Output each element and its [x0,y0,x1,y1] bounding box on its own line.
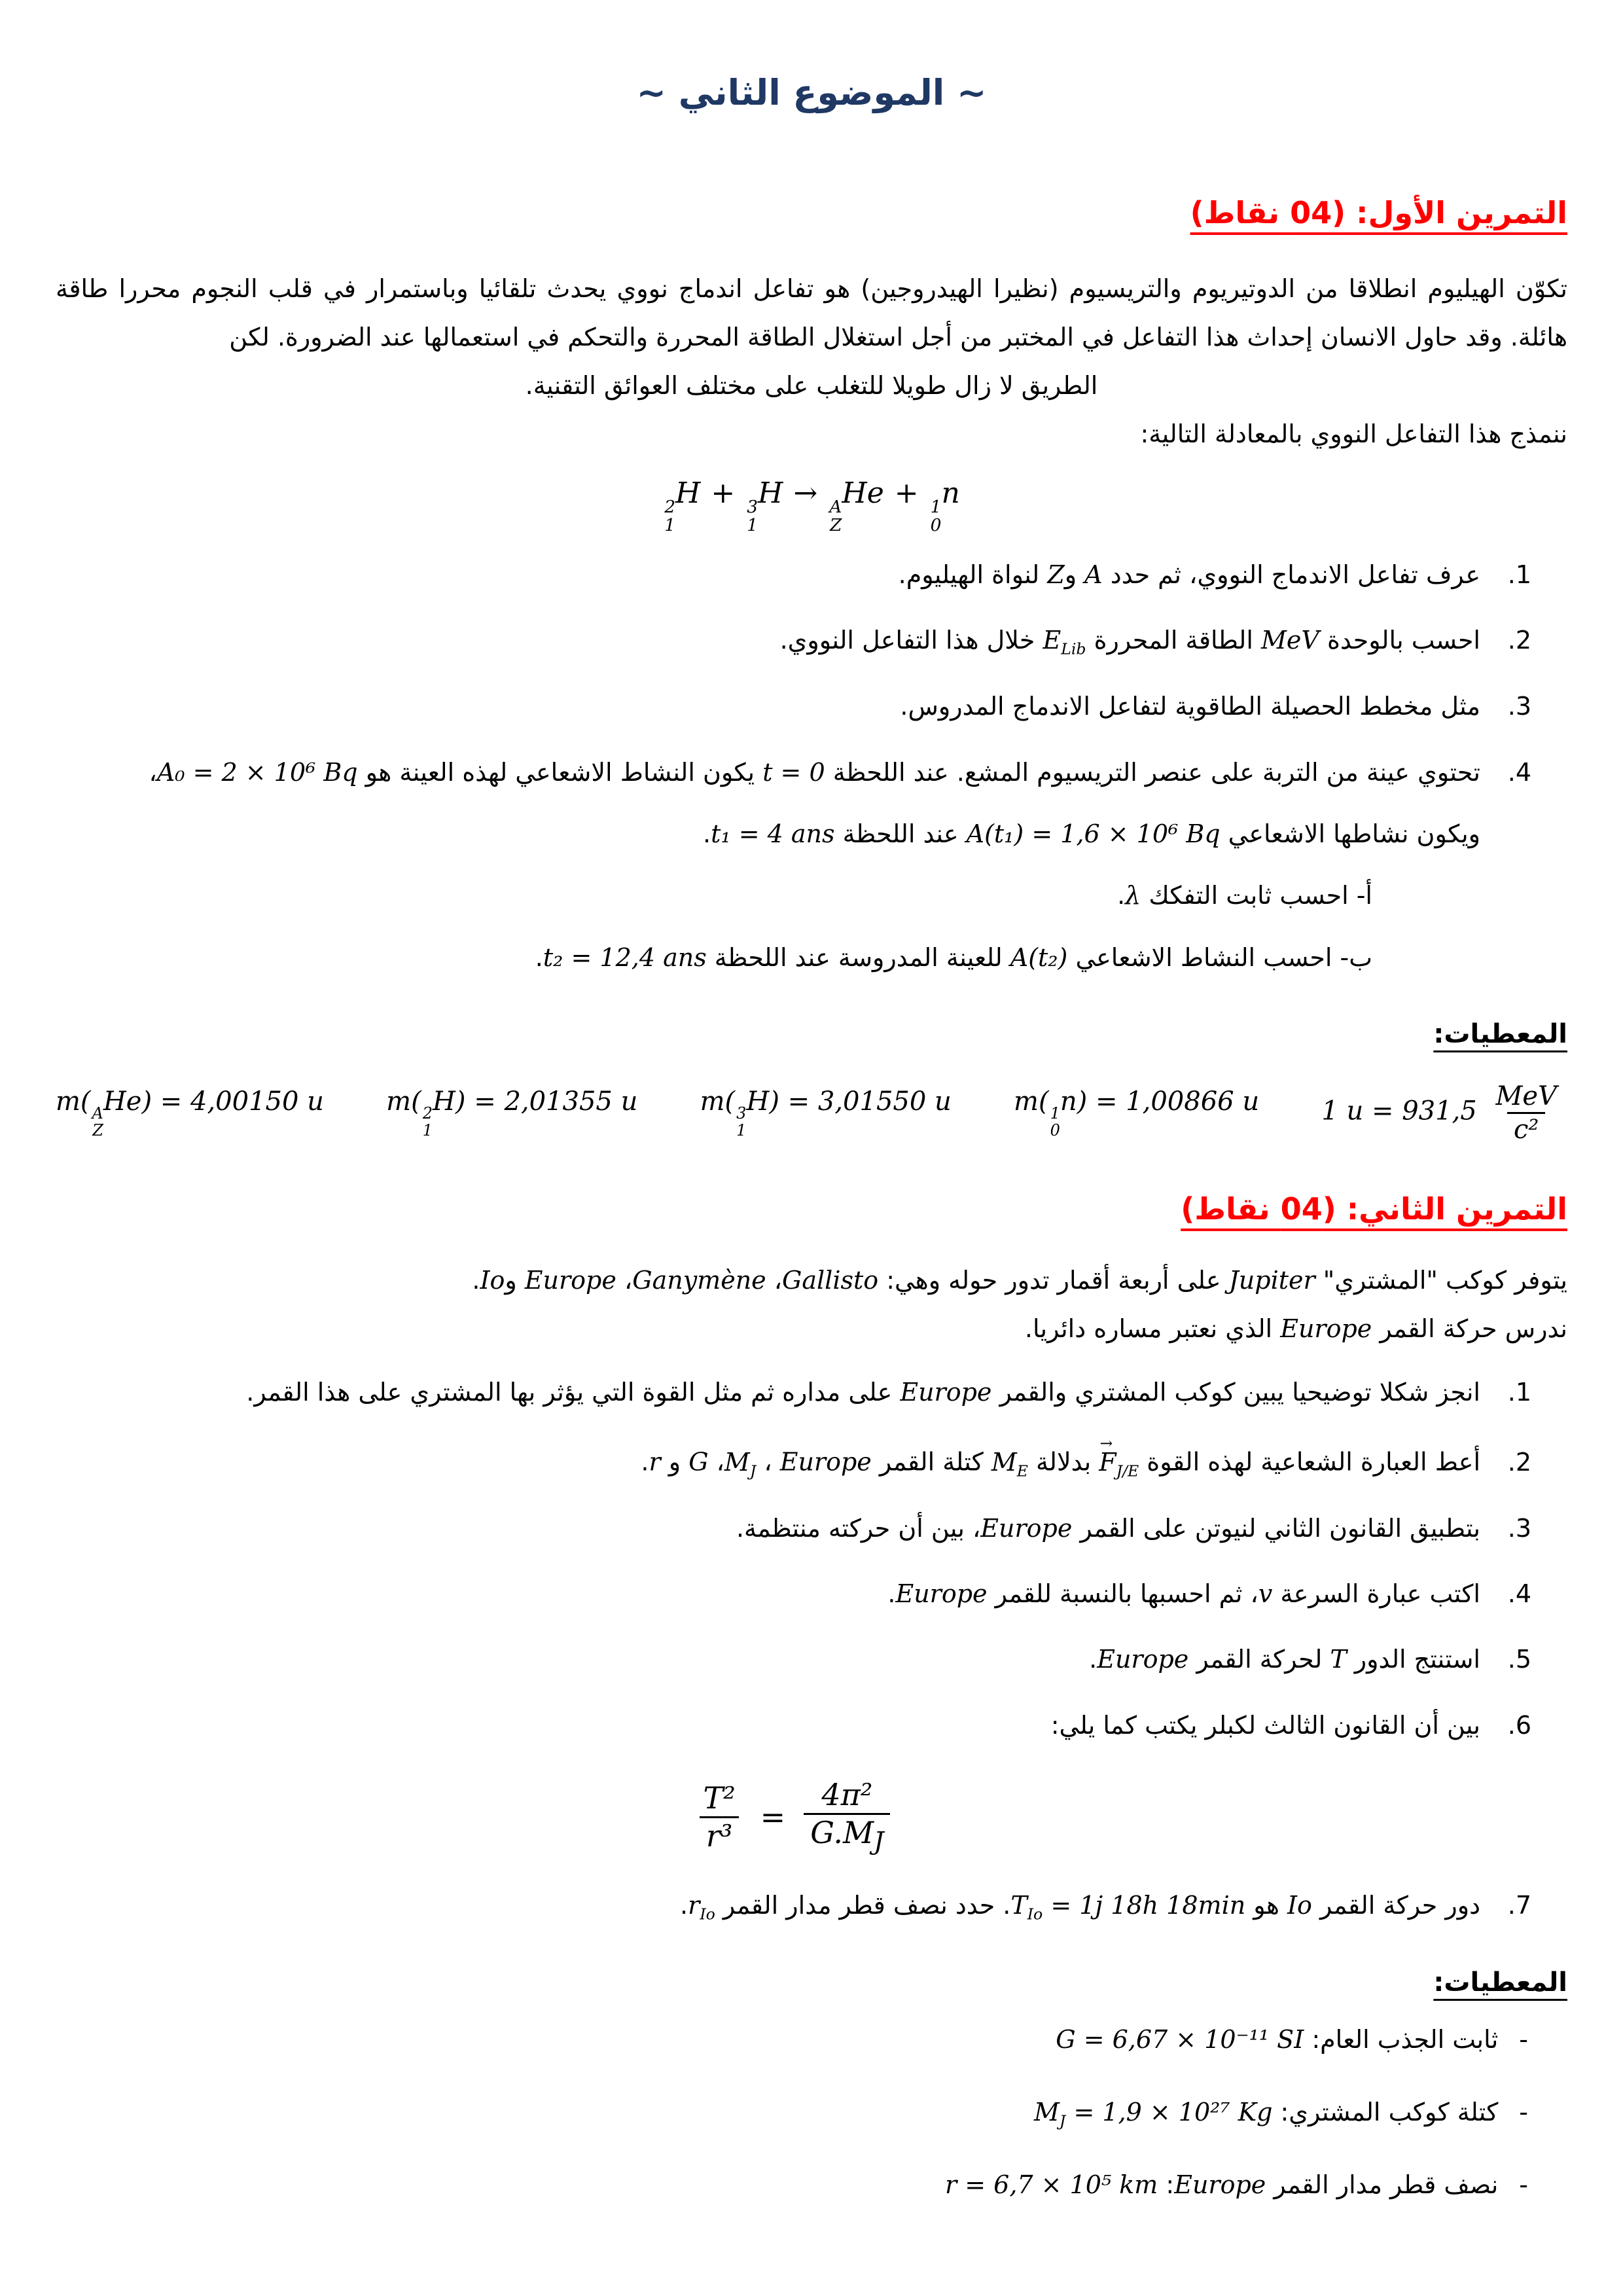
arabic-text: ويكون نشاطها الاشعاعي [1220,819,1480,849]
nuclide-charge-number: 1 [422,1121,433,1140]
vector-notation [1099,1433,1116,1484]
question-text [56,552,1480,597]
moon-name: Europe [1280,1314,1372,1344]
math-text: ) = 2,01355 u [455,1086,638,1117]
nuclide-prescript [931,498,942,535]
given-text [1056,2017,1498,2062]
fraction [1489,1081,1563,1145]
math-symbol: Z [1047,560,1065,589]
arabic-text: يكون النشاط الاشعاعي لهذه العينة هو [357,757,763,787]
arabic-text: ، [766,1266,782,1295]
arabic-text: . [472,1266,480,1295]
math-text: G. [810,1815,843,1851]
equals-sign: = [760,1799,786,1835]
exercise1-model-intro: ننمذج هذا التفاعل النووي بالمعادلة التالية: [1140,420,1567,449]
exercise1-question-list [56,552,1531,980]
moon-name: Europe [895,1579,988,1608]
u-mev-relation [1321,1081,1567,1145]
question-item [56,552,1531,597]
arabic-text: ، [708,1447,724,1477]
moon-name: Europe [1097,1645,1189,1674]
exercise2-heading: التمرين الثاني: (04 نقاط) [1181,1191,1567,1227]
moon-name: Europe [524,1266,616,1295]
math-subscript: Io [700,1905,715,1924]
force-vector [1099,1433,1139,1480]
math-text: 1 u = 931,5 [1321,1096,1486,1126]
question-number: 1. [1507,1378,1531,1407]
arabic-text: على مداره ثم مثل القوة التي يؤثر بها المشتري على هذا القمر. [246,1378,901,1407]
vector-arrow-icon: → [1099,1433,1113,1452]
fraction-numerator: MeV [1495,1081,1557,1112]
question-number: 5. [1507,1645,1531,1674]
arabic-text: . [1089,1645,1097,1674]
arabic-text: احسب بالوحدة [1319,626,1480,655]
moon-name: Europe [779,1447,872,1477]
given-item [56,2162,1528,2207]
exercise2-givens-list [56,2017,1528,2207]
arabic-text: . [680,1891,688,1920]
doc-title: ~ الموضوع الثاني ~ [636,72,987,113]
math-expression: t₂ = 12,4 ans [543,942,707,972]
question-item [56,1433,1531,1485]
arabic-text: . [1117,881,1126,910]
nuclide-mass-number: 1 [930,496,942,517]
arabic-text: تحتوي عينة من التربة على عنصر التريسيوم المشع. عند اللحظة [825,757,1480,787]
math-symbol: T [1330,1645,1347,1674]
arabic-text: ب- احسب النشاط الاشعاعي [1067,942,1372,972]
math-subscript: J [749,1462,757,1480]
math-base: M [842,1815,874,1851]
arabic-text: و [505,1266,525,1295]
moon-name: Io [1287,1891,1312,1920]
nuclide-mass-number: 1 [1050,1104,1060,1123]
arabic-text: خلال هذا التفاعل النووي. [779,626,1043,655]
arabic-text: لحركة القمر [1188,1645,1330,1674]
arabic-text: . [535,942,543,972]
question-number: 3. [1507,1513,1531,1543]
question-number: 4. [1507,757,1531,787]
bullet-dash: - [1519,2097,1528,2126]
math-text: = 1j 18h 18min [1043,1891,1246,1920]
sub-question-b [56,935,1372,980]
nuclide-symbol: He [103,1086,142,1117]
math-expression: A₀ = 2 × 10⁶ Bq [156,757,358,787]
givens-heading: المعطيات: [1433,1967,1567,1998]
nuclide-charge-number: Z [830,515,842,536]
question-number: 2. [1507,1447,1531,1477]
arabic-text: كتلة القمر [871,1447,991,1477]
arabic-text: دور حركة القمر [1311,1891,1480,1920]
math-text: ) = 4,00150 u [141,1086,324,1117]
math-symbol: MeV [1261,626,1319,655]
nuclide-mass-number: A [92,1104,103,1123]
math-subscript: Io [1027,1905,1043,1924]
nuclide-symbol: H [746,1086,770,1117]
fusion-equation [663,476,960,536]
nuclide-prescript [747,498,758,535]
arabic-text: : [1158,2170,1175,2199]
arabic-text: . [641,1447,649,1477]
math-base: r [688,1891,700,1920]
arabic-text: هو [1245,1891,1288,1920]
question-item [56,1506,1531,1551]
question-text: بين أن القانون الثالث لكبلر يكتب كما يلي: [1050,1710,1480,1740]
arabic-text: استنتج الدور [1346,1645,1480,1674]
math-symbol: r [649,1447,661,1477]
question-number: 2. [1507,626,1531,655]
question-text [56,1370,1480,1414]
arabic-text: . حدد نصف قطر مدار القمر [715,1891,1011,1920]
gravitational-constant-value: G = 6,67 × 10⁻¹¹ SI [1056,2025,1304,2054]
nuclide-prescript [92,1105,103,1139]
question-item [56,684,1531,728]
givens-heading: المعطيات: [1433,1019,1567,1050]
arabic-text: ، [756,1447,780,1477]
arabic-text: ندرس حركة القمر [1372,1314,1567,1344]
question-text [56,1571,1480,1616]
nuclide-charge-number: 1 [747,515,758,536]
arabic-text: أعط العبارة الشعاعية لهذه القوة [1139,1447,1480,1477]
math-subscript: J [1059,2111,1066,2130]
given-item [56,2017,1528,2062]
nuclide-prescript [664,498,675,535]
arabic-text: و [660,1447,689,1477]
arabic-text: . [703,819,711,849]
math-subscript: J [874,1827,884,1857]
math-subscript: Lib [1061,639,1086,658]
nuclide-symbol: n [1060,1086,1077,1117]
math-symbol: λ [1125,881,1141,910]
nuclide-prescript [423,1105,433,1139]
nuclide-symbol: He [842,476,884,511]
arabic-text: نصف قطر مدار القمر [1266,2170,1499,2199]
question-item [56,1703,1531,1748]
arabic-text: اكتب عبارة السرعة [1272,1579,1480,1608]
nuclide-charge-number: 0 [1050,1121,1060,1140]
math-symbol: v [1258,1579,1273,1608]
question-text [56,1883,1480,1928]
exercise2-heading-row [56,1191,1567,1227]
question-item [56,750,1531,980]
arabic-text: أ- احسب ثابت التفكك [1141,881,1372,910]
question-text [56,750,1480,980]
nuclide-charge-number: 1 [664,515,675,536]
arabic-text: و [1064,560,1085,589]
question-text [56,1637,1480,1681]
moon-name: Ganymène [632,1266,766,1295]
arabic-text: الذي نعتبر مساره دائريا. [1024,1314,1281,1344]
math-text: ) = 3,01550 u [769,1086,952,1117]
exercise1-intro-paragraph: تكوّن الهيليوم انطلاقا من الدوتيريوم والتريسيوم (نظيرا الهيدروجين) هو تفاعل اندماج نووي يحدث تلقائيا وباستمرار في قلب النجوم محررا طاقة هائلة. وقد حاول الانسان إحداث هذا التفاعل في المختبر من أجل استغلال الطاقة المحررة والتحكم في استعمالها عند الضرورة. لكن [56,274,1567,352]
moon-name: Europe [1174,2170,1266,2199]
question-line [56,812,1480,856]
bullet-dash: - [1519,2025,1528,2054]
exercise1-heading: التمرين الأول: (04 نقاط) [1190,195,1567,230]
math-base: T [1010,1891,1027,1920]
mass-europe-symbol [991,1447,1028,1480]
arabic-text: يتوفر كوكب "المشتري" [1315,1266,1567,1295]
math-base: M [724,1447,750,1477]
nuclide-charge-number: 0 [930,515,942,536]
fraction [804,1777,890,1857]
question-text [56,1433,1480,1485]
plus-operator: + [711,476,736,511]
nuclide-charge-number: Z [92,1121,103,1140]
math-text: m( [56,1086,91,1117]
fraction-denominator: c² [1507,1112,1545,1145]
question-text [56,1506,1480,1551]
exercise1-heading-row [56,195,1567,230]
reaction-arrow: → [793,476,818,511]
math-text: = 1,9 × 10²⁷ Kg [1065,2097,1273,2126]
arabic-text: على أربعة أقمار تدور حوله وهي: [878,1266,1229,1295]
fraction-denominator: r³ [700,1816,739,1854]
question-text: مثل مخطط الحصيلة الطاقوية لتفاعل الاندماج المدروس. [900,692,1480,721]
given-text [945,2162,1498,2207]
givens-mass-row [56,1081,1567,1145]
nuclide-charge-number: 1 [736,1121,747,1140]
math-subscript: J/E [1116,1462,1139,1480]
period-io-expression [1010,1891,1246,1924]
moon-name: Europe [980,1513,1073,1543]
plus-operator: + [894,476,919,511]
question-number: 6. [1507,1710,1531,1740]
fusion-equation-row [56,476,1567,535]
arabic-text: ، بين أن حركته منتظمة. [736,1513,981,1543]
arabic-text: عرف تفاعل الاندماج النووي، ثم حدد [1102,560,1480,589]
question-item [56,1883,1531,1928]
moon-name: Io [480,1266,505,1295]
nuclide-prescript [736,1105,746,1139]
nuclide-prescript [1050,1105,1060,1139]
question-number: 4. [1507,1579,1531,1608]
question-number: 7. [1507,1891,1531,1920]
math-text: ) = 1,00866 u [1077,1086,1260,1117]
nuclide-mass-number: 2 [422,1104,433,1123]
math-text: m( [386,1086,421,1117]
math-symbol: A [1084,560,1103,589]
question-item [56,1571,1531,1616]
arabic-text: بدلالة [1027,1447,1099,1477]
nuclide-symbol: H [433,1086,455,1117]
mass-helium [56,1086,324,1139]
question-text [56,618,1480,663]
question-line [149,758,1480,787]
arabic-text: الطاقة المحررة [1086,626,1262,655]
arabic-text: . [887,1579,896,1608]
mass-deuterium [386,1086,637,1139]
arabic-text: ، ثم احسبها بالنسبة للقمر [987,1579,1258,1608]
exercise1-givens-heading-row [56,1001,1567,1049]
arabic-text: بتطبيق القانون الثاني لنيوتن على القمر [1072,1513,1480,1543]
arabic-text: للعينة المدروسة عند اللحظة [706,942,1010,972]
question-number: 3. [1507,692,1531,721]
nuclide-symbol: H [758,476,783,511]
sub-question-a [56,873,1372,918]
arabic-text: ثابت الجذب العام: [1304,2025,1499,2054]
math-expression: A(t₁) = 1,6 × 10⁶ Bq [966,819,1221,849]
arabic-text: ، [149,757,157,787]
fraction-denominator [804,1813,890,1857]
math-symbol: G [688,1447,709,1477]
exercise2-intro-line2 [56,1304,1567,1353]
nuclide-mass-number: 3 [736,1104,747,1123]
nuclide-prescript [829,498,842,535]
mass-jupiter-symbol [724,1447,757,1480]
nuclide-mass-number: A [829,496,842,517]
jupiter-mass-value [1034,2097,1273,2130]
question-number: 1. [1507,560,1531,589]
math-base: M [1034,2097,1060,2126]
radius-io-symbol [688,1891,715,1924]
exercise2-givens-heading-row [56,1949,1567,1998]
nuclide-mass-number: 2 [664,496,675,517]
math-expression: t = 0 [762,757,825,787]
arabic-text: كتلة كوكب المشتري: [1272,2097,1499,2126]
arabic-text: عند اللحظة [834,819,967,849]
arabic-text: ، [616,1266,633,1295]
bullet-dash: - [1519,2170,1528,2199]
kepler-third-law-equation [56,1777,1531,1857]
fraction-numerator: 4π² [821,1777,873,1813]
fraction-numerator: T² [703,1780,736,1816]
mass-neutron [1014,1086,1259,1139]
math-text: m( [700,1086,736,1117]
mass-tritium [700,1086,952,1139]
math-base: M [991,1447,1017,1477]
exercise2-intro-line1 [56,1256,1567,1304]
math-subscript: E [1016,1462,1028,1480]
nuclide-symbol: n [941,476,960,511]
question-item [56,618,1531,663]
math-base: E [1043,626,1061,655]
given-item [56,2090,1528,2135]
math-text: m( [1014,1086,1049,1117]
math-expression: t₁ = 4 ans [711,819,835,849]
question-item [56,1637,1531,1681]
energy-symbol [1043,626,1086,658]
planet-name: Jupiter [1228,1266,1315,1295]
math-base: F [1099,1447,1116,1477]
exercise2-question-list [56,1370,1531,1928]
nuclide-mass-number: 3 [747,496,758,517]
math-expression: A(t₂) [1010,942,1068,972]
moon-name: Europe [900,1378,992,1407]
exercise1-intro-lastline: الطريق لا زال طويلا للتغلب على مختلف العوائق التقنية. [525,371,1098,401]
arabic-text: انجز شكلا توضيحيا يبين كوكب المشتري والقمر [991,1378,1480,1407]
moon-name: Gallisto [782,1266,879,1295]
question-item [56,1370,1531,1414]
arabic-text: لنواة الهيليوم. [898,560,1048,589]
nuclide-symbol: H [675,476,701,511]
given-text [1034,2090,1498,2135]
europe-orbit-radius-value: r = 6,7 × 10⁵ km [944,2170,1158,2199]
fraction [697,1780,742,1854]
